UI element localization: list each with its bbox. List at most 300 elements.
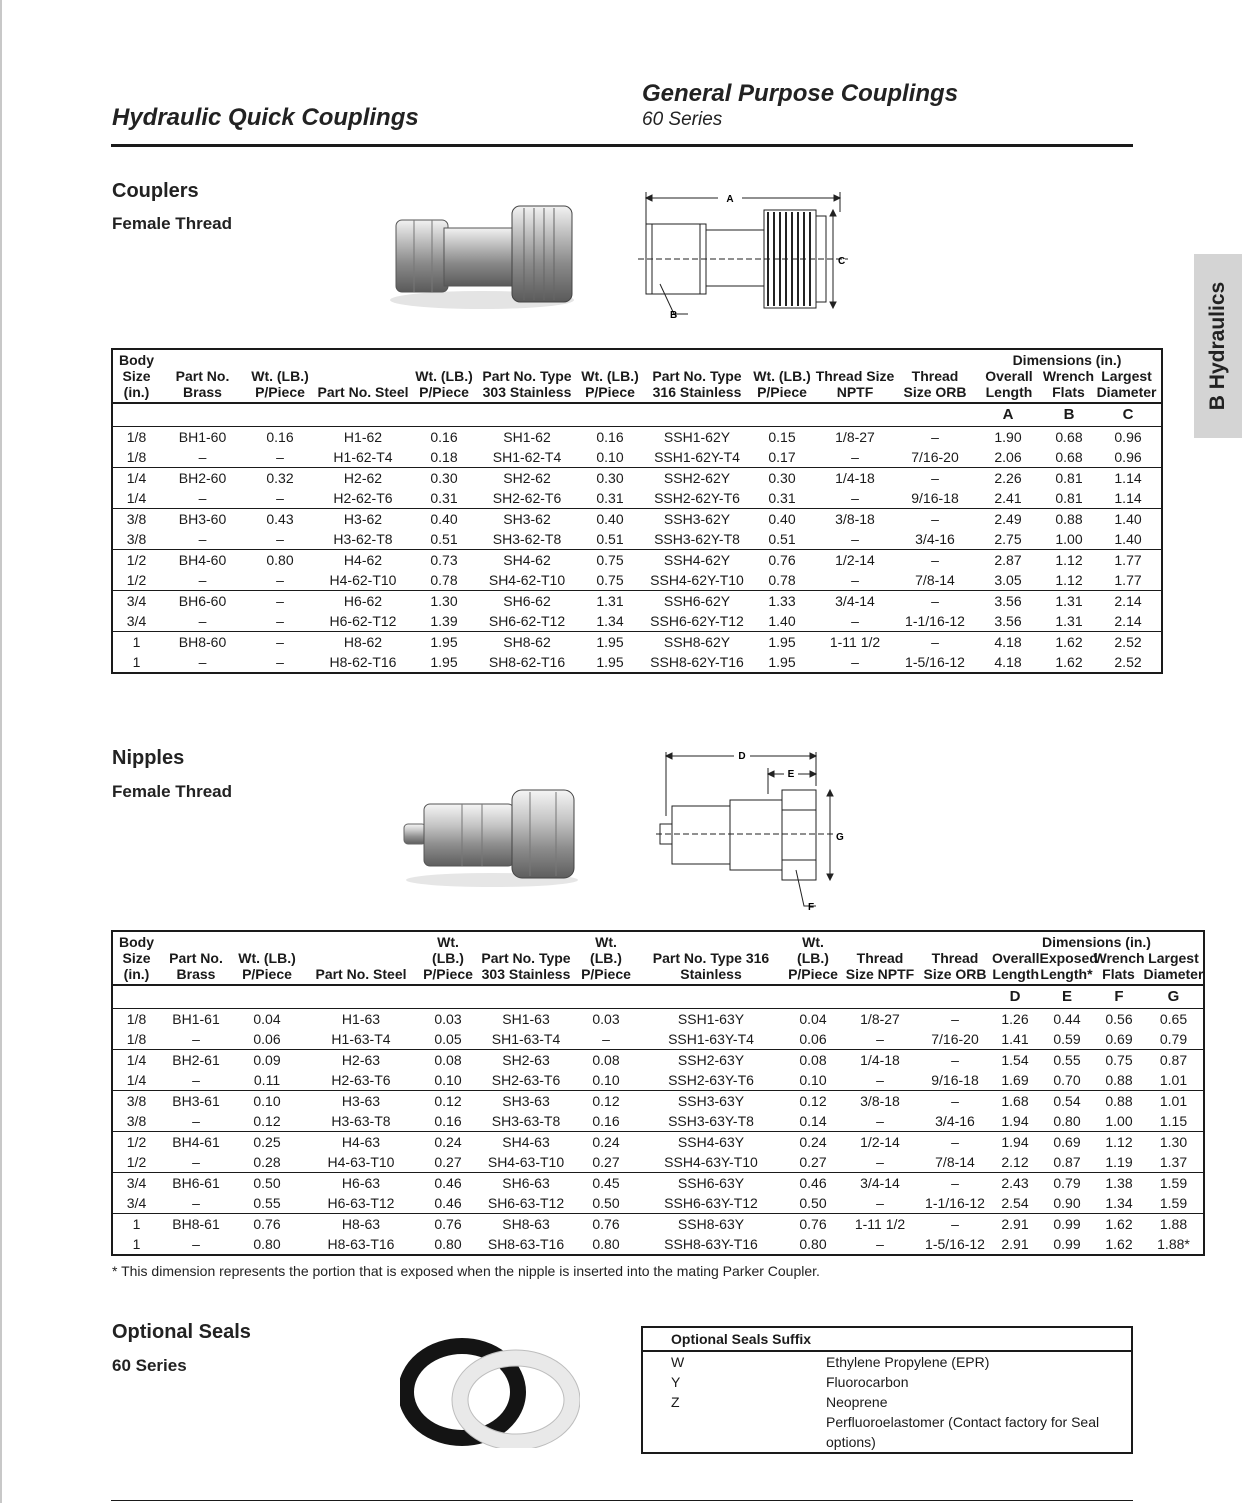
bottom-rule [111,1500,1133,1501]
nipples-title: Nipples [112,747,185,769]
table-cell: 0.76 [799,1216,827,1232]
table-cell: – [931,429,939,445]
nipples-header-row [112,931,1204,985]
column-header: Part No. Steel [302,931,420,985]
table-cell: 0.27 [420,1152,476,1173]
table-cell: – [951,1175,959,1191]
table-cell: – [840,1111,920,1132]
dimension-letter: G [1144,985,1204,1009]
table-cell: 3/4 [112,611,160,632]
table-cell: – [160,1152,232,1173]
table-cell: H6-63-T12 [302,1193,420,1214]
table-row [112,1214,1204,1235]
table-cell: SSH1-63Y [677,1011,745,1027]
table-cell: 0.96 [1095,447,1162,468]
table-cell: 0.96 [1114,429,1142,445]
side-tab-label: B Hydraulics [1206,281,1230,411]
table-cell: 1.37 [1144,1152,1204,1173]
table-cell: 0.45 [592,1175,620,1191]
table-cell: BH6-60 [178,593,227,609]
table-cell: 0.50 [786,1193,840,1214]
table-cell: 3/4-14 [860,1175,900,1191]
table-cell: 0.31 [577,488,643,509]
table-cell: 2.49 [994,511,1022,527]
table-cell: SSH4-63Y [677,1134,745,1150]
table-cell: 0.51 [577,529,643,550]
table-cell: 3.56 [994,593,1022,609]
dimension-label-b: B [670,310,678,321]
table-cell: 1/8 [126,429,147,445]
table-cell: 2.87 [994,552,1022,568]
column-header: Part No. Type 303 Stainless [476,931,576,985]
table-cell: H6-62-T12 [315,611,411,632]
table-cell: H1-62 [343,429,383,445]
table-cell: H2-62-T6 [315,488,411,509]
table-cell: 1.40 [1114,511,1142,527]
table-cell: 1.00 [1043,529,1095,550]
table-cell: 2.14 [1095,611,1162,632]
table-cell: 0.78 [751,570,813,591]
table-cell: H4-62 [343,552,383,568]
table-cell: 1/2-14 [860,1134,900,1150]
table-cell: – [931,634,939,650]
column-header: Largest Diameter [1143,950,1204,982]
table-cell: SSH4-63Y-T10 [636,1152,786,1173]
table-cell: 9/16-18 [897,488,973,509]
table-cell: SH2-63 [502,1052,550,1068]
table-cell: H2-63-T6 [302,1070,420,1091]
column-header: Part No. Type 316 Stainless [636,931,786,985]
seal-material: Neoprene [826,1394,888,1410]
table-cell: 4.18 [994,654,1022,670]
seal-suffix-code: W [671,1354,685,1370]
column-header: Overall Length [992,950,1040,982]
table-cell: 3/8-18 [835,511,875,527]
table-cell: 0.16 [576,1111,636,1132]
table-cell: SH6-62-T12 [477,611,577,632]
dimension-label-c: C [838,256,846,267]
table-cell: SSH1-63Y-T4 [636,1029,786,1050]
table-cell: 1/8 [112,447,160,468]
table-cell: BH3-60 [178,511,227,527]
column-header: Largest Diameter [1096,368,1157,400]
table-cell: SSH3-62Y [663,511,731,527]
section-heading: General Purpose Couplings [642,80,959,107]
table-cell: 0.87 [1040,1152,1094,1173]
table-cell: 3/4 [126,1175,147,1191]
table-cell: SSH4-62Y-T10 [643,570,751,591]
table-cell: 0.75 [1105,1052,1133,1068]
table-cell: H8-63-T16 [327,1236,395,1252]
table-cell: 3.56 [973,611,1043,632]
table-cell: – [813,611,897,632]
table-cell: 2.26 [994,470,1022,486]
table-cell: 0.16 [430,429,458,445]
table-cell: – [931,552,939,568]
table-cell: SSH1-62Y-T4 [643,447,751,468]
table-cell: 1.95 [430,654,458,670]
table-cell: 1/4-18 [835,470,875,486]
table-cell: 3/4-16 [920,1111,990,1132]
table-cell: – [840,1070,920,1091]
table-cell: 7/16-20 [920,1029,990,1050]
table-cell: 0.10 [253,1093,281,1109]
table-cell: 0.11 [232,1070,302,1091]
table-row [112,1111,1204,1132]
column-header: Part No. Steel [315,349,411,403]
nipples-subtitle: Female Thread [112,782,232,801]
seals-title: Optional Seals [112,1321,251,1343]
table-cell: – [951,1216,959,1232]
table-cell: 0.79 [1144,1029,1204,1050]
table-cell: 0.30 [768,470,796,486]
table-row [112,447,1162,468]
coupler-photo [384,200,580,312]
table-cell: 1.31 [1043,611,1095,632]
table-cell: 0.76 [592,1216,620,1232]
table-cell: 0.90 [1040,1193,1094,1214]
table-row [112,1091,1204,1112]
table-cell: 0.27 [786,1152,840,1173]
table-cell: H2-62 [343,470,383,486]
table-cell: 1.69 [990,1070,1040,1091]
column-header: Wt. (LB.) P/Piece [411,349,477,403]
table-cell: 1/2 [112,570,160,591]
table-cell: SH4-63 [502,1134,550,1150]
table-cell: SSH6-62Y-T12 [643,611,751,632]
table-cell: 0.12 [592,1093,620,1109]
side-tab-hydraulics[interactable] [1194,254,1242,438]
table-cell: 0.24 [799,1134,827,1150]
table-cell: 0.10 [420,1070,476,1091]
table-cell: 7/8-14 [897,570,973,591]
table-cell: 0.40 [430,511,458,527]
table-cell: 0.03 [592,1011,620,1027]
table-cell: – [245,488,315,509]
table-cell: 3/4-16 [897,529,973,550]
table-cell: 0.51 [751,529,813,550]
dimensions-header-group [990,931,1204,985]
table-cell: 0.65 [1159,1011,1188,1027]
seals-subtitle: 60 Series [112,1356,187,1375]
table-cell: 0.31 [751,488,813,509]
table-cell: – [851,654,859,670]
table-cell: 0.88 [1094,1070,1144,1091]
table-cell: 0.46 [420,1193,476,1214]
table-cell: – [951,1093,959,1109]
table-cell: 0.51 [411,529,477,550]
table-cell: 0.75 [577,570,643,591]
table-cell: 1-1/16-12 [897,611,973,632]
table-cell: 1/2 [112,1152,160,1173]
table-cell: 0.70 [1040,1070,1094,1091]
table-cell: 0.16 [420,1111,476,1132]
table-cell: 1/2 [126,552,147,568]
table-cell: 1.40 [1095,529,1162,550]
table-cell: H4-63-T10 [302,1152,420,1173]
table-cell: 1-11 1/2 [829,634,881,650]
table-cell: BH4-61 [172,1134,220,1150]
table-cell: H3-62 [343,511,383,527]
table-cell: 7/8-14 [920,1152,990,1173]
table-cell: 0.08 [799,1052,827,1068]
dimension-label-d: D [738,751,746,762]
table-cell: 2.75 [973,529,1043,550]
table-cell: 1.19 [1094,1152,1144,1173]
table-row [112,550,1162,571]
table-cell: 1/8-27 [835,429,875,445]
table-cell: 3/4 [112,1193,160,1214]
table-row [112,1193,1204,1214]
table-cell: 0.55 [232,1193,302,1214]
table-cell: H6-63 [341,1175,381,1191]
table-cell: 0.06 [232,1029,302,1050]
table-cell: 2.43 [1001,1175,1029,1191]
table-cell: – [931,511,939,527]
table-cell: 1.94 [990,1111,1040,1132]
column-header: Thread Size NPTF [813,349,897,403]
seal-suffix-code [642,1412,826,1453]
table-cell: 1-1/16-12 [920,1193,990,1214]
table-row [112,1050,1204,1071]
table-cell: 1.01 [1159,1093,1188,1109]
table-cell: SSH2-63Y-T6 [636,1070,786,1091]
column-header: Wt. (LB.) P/Piece [420,931,476,985]
table-cell: SH3-62 [503,511,551,527]
table-cell: SH1-63 [502,1011,550,1027]
table-cell: 1.40 [751,611,813,632]
footnote: * This dimension represents the portion that is exposed when the nipple is inserted into the mating Parker Coupler. [112,1263,820,1279]
table-cell: SH4-62-T10 [477,570,577,591]
table-cell: – [276,654,284,670]
nipple-dimension-diagram [656,746,852,914]
table-cell: 3/8 [126,511,147,527]
table-cell: SH2-62-T6 [477,488,577,509]
table-cell: SSH6-62Y [663,593,731,609]
table-row [112,1132,1204,1153]
table-cell: 1 [132,1236,141,1252]
table-cell: 1.62 [1105,1236,1133,1252]
table-cell: 1-5/16-12 [905,654,965,670]
table-cell: – [576,1029,636,1050]
table-cell: 1.30 [430,593,458,609]
table-cell: SSH8-62Y [663,634,731,650]
coupler-dimension-diagram [638,184,848,324]
table-cell: SH6-63 [502,1175,550,1191]
table-cell: 0.68 [1055,429,1083,445]
table-cell: 7/16-20 [897,447,973,468]
seal-row [642,1351,1132,1372]
table-cell: H1-63-T4 [302,1029,420,1050]
column-header: Part No. Type 303 Stainless [477,349,577,403]
table-cell: 0.24 [592,1134,620,1150]
table-cell: 3/4 [126,593,147,609]
table-cell: 0.88 [1105,1093,1133,1109]
table-row [112,1234,1204,1255]
table-cell: – [813,529,897,550]
table-cell: 0.79 [1053,1175,1081,1191]
table-cell: SSH1-62Y [663,429,731,445]
table-row [112,591,1162,612]
table-cell: 1.34 [1094,1193,1144,1214]
table-cell: SH2-62 [503,470,551,486]
table-cell: SSH2-62Y [663,470,731,486]
page-title: Hydraulic Quick Couplings [112,104,419,131]
dimension-letter: C [1095,403,1162,427]
seals-table [641,1326,1133,1454]
table-cell: 1 [132,1216,141,1232]
table-cell: 0.80 [266,552,294,568]
table-cell: – [160,1029,232,1050]
table-cell: – [160,1070,232,1091]
table-cell: 0.18 [411,447,477,468]
table-cell: SH1-62 [503,429,551,445]
column-header: Part No. Brass [160,349,245,403]
table-cell: 0.76 [434,1216,462,1232]
table-cell: 2.06 [973,447,1043,468]
table-cell: 1.59 [1159,1175,1188,1191]
table-cell: 0.87 [1159,1052,1188,1068]
table-cell: H4-62-T10 [315,570,411,591]
table-cell: BH2-61 [172,1052,220,1068]
table-cell: SH8-63 [502,1216,550,1232]
table-cell: 1.95 [768,634,796,650]
table-row [112,427,1162,448]
table-cell: 0.55 [1053,1052,1081,1068]
table-cell: 1.62 [1055,654,1083,670]
table-cell: 0.99 [1053,1216,1081,1232]
seal-material: Perfluoroelastomer (Contact factory for Seal options) [826,1414,1100,1450]
seal-row [642,1392,1132,1412]
table-cell: 0.69 [1094,1029,1144,1050]
table-cell: 1-11 1/2 [854,1216,906,1232]
header-rule [111,144,1133,147]
table-cell: 1.12 [1055,552,1083,568]
table-cell: 1.12 [1043,570,1095,591]
couplers-subtitle: Female Thread [112,214,232,233]
table-cell: SH8-62 [503,634,551,650]
table-cell: 0.81 [1043,488,1095,509]
table-cell: H3-63-T8 [302,1111,420,1132]
table-cell: 1/8-27 [860,1011,900,1027]
dimension-label-f: F [808,902,815,913]
table-cell: – [840,1029,920,1050]
table-cell: 0.81 [1055,470,1083,486]
table-cell: BH4-60 [178,552,227,568]
table-cell: – [276,634,284,650]
table-cell: H6-62 [343,593,383,609]
table-cell: 1 [132,654,141,670]
table-cell: – [840,1152,920,1173]
table-cell: 0.30 [430,470,458,486]
seal-material: Ethylene Propylene (EPR) [826,1354,990,1370]
table-cell: – [198,654,207,670]
dimension-label-a: A [726,194,734,205]
table-cell: 0.09 [253,1052,281,1068]
table-row [112,570,1162,591]
table-cell: 0.80 [592,1236,620,1252]
table-cell: 3/4-14 [835,593,875,609]
table-cell: – [192,1236,200,1252]
table-cell: 1/2-14 [835,552,875,568]
table-cell: 0.56 [1105,1011,1133,1027]
table-cell: 1.14 [1114,470,1142,486]
table-cell: 1.68 [1001,1093,1029,1109]
table-cell: 2.41 [973,488,1043,509]
column-header: Part No. Brass [160,931,232,985]
table-cell: 0.03 [434,1011,462,1027]
table-cell: SH6-63-T12 [476,1193,576,1214]
table-cell: SH1-63-T4 [476,1029,576,1050]
column-header: Wt. (LB.) P/Piece [576,931,636,985]
table-cell: 1.88* [1157,1236,1190,1252]
table-cell: 1/2 [126,1134,147,1150]
table-row [112,529,1162,550]
table-cell: 0.40 [596,511,624,527]
table-cell: 1.12 [1105,1134,1133,1150]
table-cell: 0.08 [434,1052,462,1068]
table-row [112,488,1162,509]
column-header: Part No. Type 316 Stainless [643,349,751,403]
table-row [112,1152,1204,1173]
table-cell: – [160,570,245,591]
table-cell: – [160,1193,232,1214]
table-cell: 0.78 [411,570,477,591]
seal-row [642,1412,1132,1453]
table-cell: H8-62 [343,634,383,650]
table-cell: SH3-63-T8 [476,1111,576,1132]
table-cell: 0.28 [232,1152,302,1173]
table-cell: 3/8 [112,1111,160,1132]
dimension-letter: E [1040,985,1094,1009]
table-cell: 1-5/16-12 [925,1236,985,1252]
table-cell: 0.15 [768,429,796,445]
table-cell: – [276,593,284,609]
table-cell: 1.95 [768,654,796,670]
column-header: Exposed Length* [1039,950,1098,982]
table-cell: H3-62-T8 [315,529,411,550]
table-cell: – [160,447,245,468]
table-cell: 0.46 [799,1175,827,1191]
table-cell: SSH2-62Y-T6 [643,488,751,509]
table-cell: 0.73 [430,552,458,568]
column-header: Wt. (LB.) P/Piece [786,931,840,985]
table-row [112,652,1162,673]
table-cell: 1.39 [411,611,477,632]
table-cell: 0.25 [253,1134,281,1150]
table-cell: 1.94 [1001,1134,1029,1150]
dimension-letter: F [1094,985,1144,1009]
couplers-table [111,348,1163,674]
table-cell: 0.75 [596,552,624,568]
table-cell: 1/4 [126,1052,147,1068]
table-cell: 0.80 [434,1236,462,1252]
seal-row [642,1372,1132,1392]
table-cell: 1.54 [1001,1052,1029,1068]
table-cell: 0.54 [1053,1093,1081,1109]
table-cell: 0.27 [576,1152,636,1173]
table-cell: 1.01 [1144,1070,1204,1091]
table-cell: 0.10 [577,447,643,468]
table-cell: 0.12 [232,1111,302,1132]
table-cell: 1.88 [1159,1216,1188,1232]
table-cell: 2.52 [1114,634,1142,650]
dimensions-header: Dimensions (in.) [1042,934,1151,950]
couplers-title: Couplers [112,180,199,202]
table-cell: 1.95 [596,634,624,650]
table-cell: 1/8 [126,1011,147,1027]
table-cell: 0.76 [253,1216,281,1232]
